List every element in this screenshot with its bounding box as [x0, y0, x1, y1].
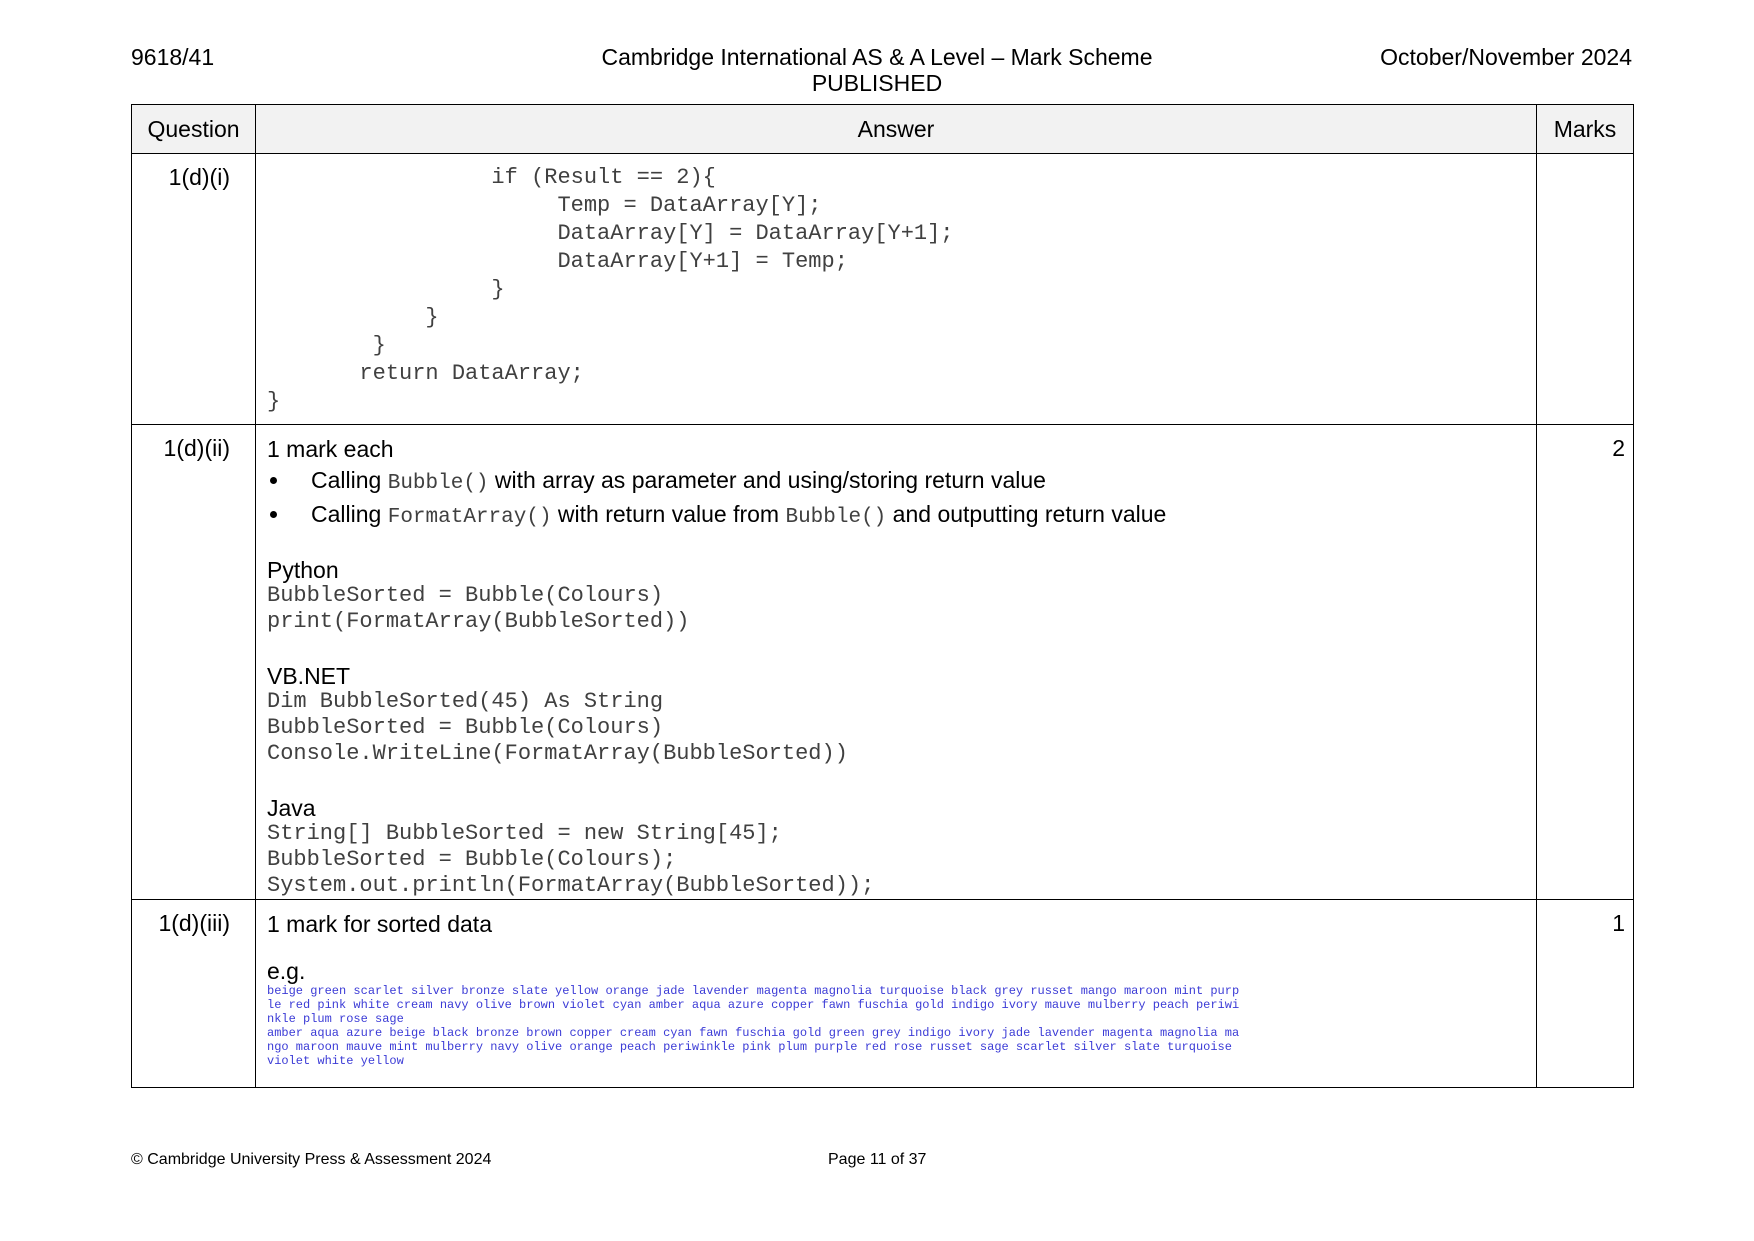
code-block-python: BubbleSorted = Bubble(Colours) print(FormatArray(BubbleSorted)): [267, 583, 690, 634]
paper-code: 9618/41: [131, 44, 215, 70]
mark-intro: 1 mark for sorted data: [267, 911, 492, 937]
document-subtitle: PUBLISHED: [811, 70, 943, 96]
language-label-java: Java: [267, 795, 316, 821]
mark-points-list: [267, 465, 1526, 533]
code-block-java-bubble-end: if (Result == 2){ Temp = DataArray[Y]; DataArray[Y] = DataArray[Y+1]; DataArray[Y+1] = Temp; } } } return DataArray; }: [267, 165, 954, 414]
code-block-java: String[] BubbleSorted = new String[45]; BubbleSorted = Bubble(Colours); System.out.println(FormatArray(BubbleSorted));: [267, 821, 875, 898]
question-number: 1(d)(i): [132, 154, 256, 425]
language-label-python: Python: [267, 557, 339, 583]
column-header-marks: Marks: [1537, 105, 1634, 154]
inline-code: Bubble(): [785, 506, 887, 529]
list-item: Calling Bubble() with array as parameter and using/storing return value: [267, 465, 1526, 499]
mark-intro: 1 mark each: [267, 436, 394, 462]
list-item: Calling FormatArray() with return value from Bubble() and outputting return value: [267, 499, 1526, 533]
copyright-notice: © Cambridge University Press & Assessment 2024: [131, 1151, 492, 1168]
page-number: Page 11 of 37: [828, 1151, 927, 1168]
mark-scheme-table: [131, 104, 1634, 1088]
question-number: 1(d)(ii): [132, 425, 256, 900]
question-number: 1(d)(iii): [132, 900, 256, 1088]
example-label: e.g.: [267, 958, 306, 984]
column-header-question: Question: [132, 105, 256, 154]
table-row: [132, 154, 1634, 425]
marks-value: 1: [1537, 900, 1634, 1088]
column-header-answer: Answer: [256, 105, 1537, 154]
inline-code: FormatArray(): [387, 506, 552, 529]
marks-value: [1537, 154, 1634, 425]
language-label-vbnet: VB.NET: [267, 663, 351, 689]
table-row: [132, 425, 1634, 900]
exam-session: October/November 2024: [1380, 44, 1632, 70]
answer-cell: [256, 154, 1537, 425]
document-title: Cambridge International AS & A Level – Mark Scheme: [601, 44, 1153, 70]
answer-cell: [256, 425, 1537, 900]
sample-program-output: beige green scarlet silver bronze slate yellow orange jade lavender magenta magnolia turquoise black grey russet mango maroon mint purp le red pink white cream navy olive brown violet cyan amber aqua azure copper fawn fuschia gold indigo ivory mauve mulberry peach periwi nkle plum rose sage amber aqua azure beige black bronze brown copper cream cyan fawn fuschia gold green grey indigo ivory jade lavender magenta magnolia ma ngo maroon mauve mint mulberry navy olive orange peach periwinkle pink plum purple red rose russet sage scarlet silver slate turquoise violet white yellow: [267, 984, 1240, 1068]
code-block-vbnet: Dim BubbleSorted(45) As String BubbleSorted = Bubble(Colours) Console.WriteLine(FormatArray(BubbleSorted)): [267, 689, 848, 766]
answer-cell: [256, 900, 1537, 1088]
inline-code: Bubble(): [387, 472, 489, 495]
table-row: [132, 900, 1634, 1088]
marks-value: 2: [1537, 425, 1634, 900]
table-header-row: [132, 105, 1634, 154]
